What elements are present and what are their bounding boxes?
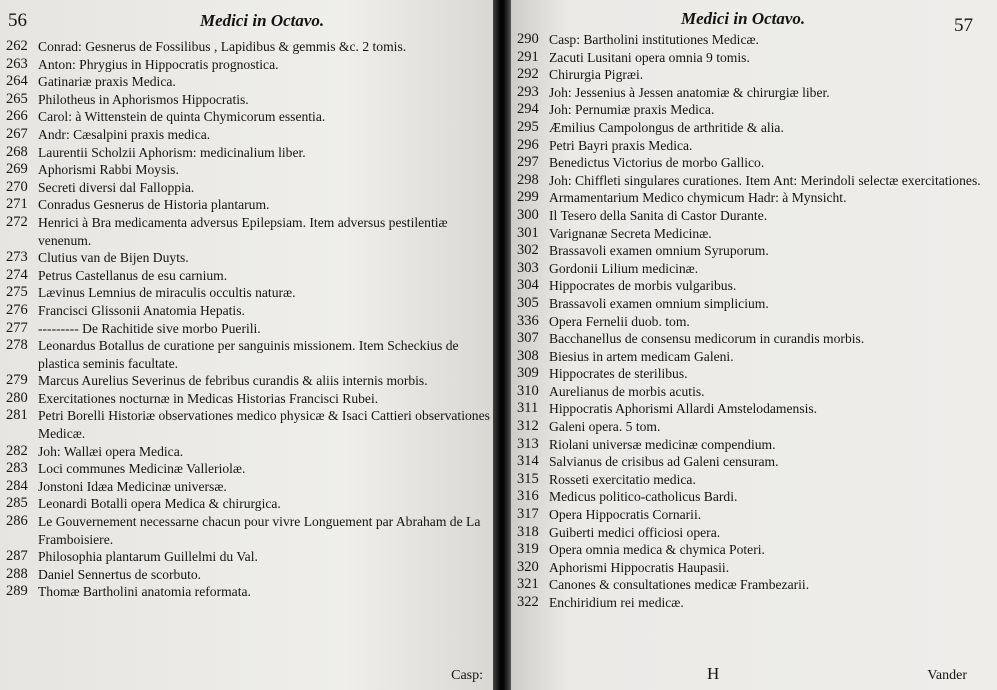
catalog-entry: [517, 418, 993, 436]
entry-title: Clutius van de Bijen Duyts.: [38, 250, 189, 266]
catalog-entry: [517, 594, 993, 612]
catalog-entry: [517, 31, 993, 49]
entry-title: Enchiridium rei medicæ.: [549, 595, 684, 610]
catalog-entry: [6, 196, 490, 214]
entry-title: Aurelianus de morbis acutis.: [549, 383, 705, 399]
catalog-entry: [517, 436, 993, 454]
catalog-entry: [6, 214, 490, 249]
catalog-entry: [517, 225, 993, 243]
entry-title: Joh: Chiffleti singulares curationes. Item Ant: Merindoli selectæ exercitationes.: [549, 172, 981, 188]
page-number-left: 56: [8, 10, 27, 31]
entry-title: Petrus Castellanus de esu carnium.: [38, 267, 228, 283]
entry-title: Chirurgia Pigræi.: [549, 67, 644, 83]
entry-title: Hippocratis Aphorismi Allardi Amstelodamensis.: [549, 401, 818, 417]
entry-title: Exercitationes nocturnæ in Medicas Historias Francisci Rubei.: [38, 390, 379, 406]
entry-number: 311: [517, 400, 539, 417]
catalog-entry: [517, 101, 993, 119]
entry-title: Brassavoli examen omnium Syruporum.: [549, 243, 769, 259]
entry-title: Thomæ Bartholini anatomia reformata.: [38, 584, 251, 600]
catalog-entry: [6, 478, 490, 496]
catalog-entry: [517, 119, 993, 137]
catalog-entry: [6, 583, 490, 601]
catalog-entry: [517, 471, 993, 489]
entry-number: 300: [517, 206, 539, 223]
entry-title: Francisci Glissonii Anatomia Hepatis.: [38, 302, 245, 318]
catalog-entry: [517, 172, 993, 190]
entry-title: Philosophia plantarum Guillelmi du Val.: [38, 549, 258, 565]
entry-number: 336: [517, 312, 539, 329]
catalog-entry: [517, 154, 993, 172]
entry-number: 291: [517, 48, 539, 65]
catalog-entry: [6, 144, 490, 162]
catalog-entry: [6, 495, 490, 513]
entry-title: Guiberti medici officiosi opera.: [549, 524, 721, 540]
entry-title: Conradus Gesnerus de Historia plantarum.: [38, 197, 270, 213]
entry-title: Zacuti Lusitani opera omnia 9 tomis.: [549, 49, 750, 65]
entry-title: Brassavoli examen omnium simplicium.: [549, 295, 769, 311]
catalog-entry: [517, 383, 993, 401]
entry-number: 309: [517, 365, 539, 382]
catalog-entry: [6, 91, 490, 109]
entry-number: 269: [6, 161, 28, 178]
entry-number: 294: [517, 101, 539, 118]
entry-number: 303: [517, 259, 539, 276]
entry-number: 299: [517, 189, 539, 206]
catalog-entry: [517, 277, 993, 295]
entry-title: Varignanæ Secreta Medicinæ.: [549, 225, 712, 241]
entry-number: 295: [517, 118, 539, 135]
entry-number: 268: [6, 143, 28, 160]
entry-title: Andr: Cæsalpini praxis medica.: [38, 126, 211, 142]
entry-title: Riolani universæ medicinæ compendium.: [549, 436, 776, 452]
entry-number: 308: [517, 347, 539, 364]
entry-number: 320: [517, 558, 539, 575]
entry-number: 279: [6, 372, 28, 389]
entry-number: 288: [6, 565, 28, 582]
entry-title: Rosseti exercitatio medica.: [549, 471, 696, 487]
left-page: [0, 0, 493, 690]
entry-title: Le Gouvernement necessarne chacun pour vivre Longuement par Abraham de La Framboisiere.: [38, 514, 481, 547]
entry-number: 271: [6, 196, 28, 213]
entry-number: 281: [6, 407, 28, 424]
entry-number: 285: [6, 495, 28, 512]
entry-title: Gatinariæ praxis Medica.: [38, 74, 176, 90]
entry-title: Daniel Sennertus de scorbuto.: [38, 566, 202, 582]
entry-number: 277: [6, 319, 28, 336]
running-head-left: Medici in Octavo.: [200, 11, 325, 30]
catalog-entry: [6, 161, 490, 179]
entry-number: 274: [6, 266, 28, 283]
catalog-entry: [6, 249, 490, 267]
entry-number: 297: [517, 154, 539, 171]
entry-number: 278: [6, 337, 28, 354]
catalog-entry: [6, 390, 490, 408]
entry-number: 296: [517, 136, 539, 153]
entry-number: 314: [517, 453, 539, 470]
entry-number: 265: [6, 90, 28, 107]
page-number-right: 57: [954, 15, 973, 36]
catalog-entry: [6, 566, 490, 584]
entry-title: Joh: Pernumiæ praxis Medica.: [549, 102, 715, 118]
entry-number: 312: [517, 418, 539, 435]
catalog-entry: [6, 267, 490, 285]
entry-number: 276: [6, 301, 28, 318]
catalog-entry: [517, 400, 993, 418]
entry-number: 310: [517, 382, 539, 399]
entry-title: Joh: Wallæi opera Medica.: [38, 443, 184, 459]
entry-number: 298: [517, 171, 539, 188]
entry-title: Biesius in artem medicam Galeni.: [549, 348, 734, 364]
entry-title: Medicus politico-catholicus Bardi.: [549, 489, 738, 505]
entry-number: 315: [517, 470, 539, 487]
entry-title: Benedictus Victorius de morbo Gallico.: [549, 155, 765, 171]
book-gutter: [493, 0, 511, 690]
entry-title: Carol: à Wittenstein de quinta Chymicorum essentia.: [38, 109, 326, 125]
catalog-entry: [517, 453, 993, 471]
entry-list-right: [517, 31, 993, 612]
entry-title: Aphorismi Hippocratis Haupasii.: [549, 559, 730, 575]
catalog-entry: [6, 73, 490, 91]
right-page: [511, 0, 997, 690]
entry-title: Gordonii Lilium medicinæ.: [549, 260, 699, 276]
catalog-entry: [517, 541, 993, 559]
entry-number: 264: [6, 73, 28, 90]
catalog-entry: [517, 49, 993, 67]
entry-title: Henrici à Bra medicamenta adversus Epilepsiam. Item adversus pestilentiæ venenum.: [38, 214, 448, 248]
catalog-entry: [517, 488, 993, 506]
catchword-left: Casp:: [451, 668, 483, 683]
entry-title: Casp: Bartholini institutiones Medicæ.: [549, 32, 759, 47]
entry-title: Leonardi Botalli opera Medica & chirurgica.: [38, 496, 281, 512]
catalog-entry: [517, 348, 993, 366]
signature-mark: H: [707, 664, 720, 683]
catalog-entry: [6, 460, 490, 478]
catchword-right: Vander: [927, 668, 967, 683]
entry-title: Philotheus in Aphorismos Hippocratis.: [38, 91, 249, 107]
catalog-entry: [6, 372, 490, 390]
entry-number: 319: [517, 541, 539, 558]
entry-number: 305: [517, 294, 539, 311]
entry-number: 322: [517, 594, 539, 610]
catalog-entry: [517, 189, 993, 207]
entry-title: Armamentarium Medico chymicum Hadr: à Mynsicht.: [549, 190, 847, 206]
entry-number: 318: [517, 523, 539, 540]
entry-number: 280: [6, 389, 28, 406]
entry-title: Jonstoni Idæa Medicinæ universæ.: [38, 478, 227, 494]
entry-title: --------- De Rachitide sive morbo Puerili.: [38, 320, 261, 336]
catalog-entry: [6, 284, 490, 302]
catalog-entry: [517, 242, 993, 260]
catalog-entry: [6, 443, 490, 461]
entry-title: Petri Bayri praxis Medica.: [549, 137, 693, 153]
entry-number: 316: [517, 488, 539, 505]
entry-title: Hippocrates de morbis vulgaribus.: [549, 278, 737, 294]
entry-title: Il Tesero della Sanita di Castor Durante.: [549, 207, 768, 223]
entry-number: 321: [517, 576, 539, 593]
entry-title: Bacchanellus de consensu medicorum in curandis morbis.: [549, 331, 865, 347]
entry-title: Laurentii Scholzii Aphorism: medicinalium liber.: [38, 144, 306, 160]
entry-number: 287: [6, 548, 28, 565]
catalog-entry: [517, 313, 993, 331]
entry-number: 286: [6, 513, 28, 530]
entry-title: Joh: Jessenius à Jessen anatomiæ & chirurgiæ liber.: [549, 84, 830, 100]
catalog-entry: [6, 126, 490, 144]
entry-title: Æmilius Campolongus de arthritide & alia.: [549, 119, 784, 135]
catalog-entry: [517, 137, 993, 155]
entry-number: 267: [6, 125, 28, 142]
entry-title: Leonardus Botallus de curatione per sanguinis missionem. Item Scheckius de plastica seminis facultate.: [38, 338, 459, 371]
catalog-entry: [6, 302, 490, 320]
catalog-entry: [517, 506, 993, 524]
entry-number: 290: [517, 31, 539, 47]
entry-number: 266: [6, 108, 28, 125]
catalog-entry: [517, 84, 993, 102]
entry-title: Marcus Aurelius Severinus de febribus curandis & aliis internis morbis.: [38, 373, 428, 389]
entry-number: 304: [517, 277, 539, 294]
entry-title: Loci communes Medicinæ Valleriolæ.: [38, 461, 246, 477]
catalog-entry: [6, 320, 490, 338]
catalog-entry: [517, 260, 993, 278]
catalog-entry: [6, 179, 490, 197]
entry-title: Canones & consultationes medicæ Frambezarii.: [549, 577, 810, 593]
entry-number: 272: [6, 213, 28, 230]
catalog-entry: [6, 407, 490, 442]
entry-number: 262: [6, 38, 28, 54]
entry-title: Opera omnia medica & chymica Poteri.: [549, 542, 765, 558]
entry-number: 284: [6, 477, 28, 494]
entry-title: Salvianus de crisibus ad Galeni censuram.: [549, 454, 779, 470]
entry-number: 273: [6, 249, 28, 266]
catalog-entry: [6, 56, 490, 74]
entry-number: 263: [6, 55, 28, 72]
catalog-entry: [517, 576, 993, 594]
entry-number: 302: [517, 242, 539, 259]
catalog-entry: [517, 365, 993, 383]
entry-title: Opera Hippocratis Cornarii.: [549, 507, 702, 523]
entry-title: Hippocrates de sterilibus.: [549, 366, 688, 382]
entry-number: 292: [517, 66, 539, 83]
entry-title: Conrad: Gesnerus de Fossilibus , Lapidibus & gemmis &c. 2 tomis.: [38, 39, 407, 54]
entry-number: 282: [6, 442, 28, 459]
catalog-entry: [6, 38, 490, 56]
catalog-entry: [6, 108, 490, 126]
catalog-entry: [6, 337, 490, 372]
catalog-entry: [6, 548, 490, 566]
catalog-entry: [517, 207, 993, 225]
entry-number: 293: [517, 83, 539, 100]
entry-title: Petri Borelli Historiæ observationes medico physicæ & Isaci Cattieri observationes Medicæ.: [38, 408, 490, 442]
catalog-entry: [517, 330, 993, 348]
entry-title: Anton: Phrygius in Hippocratis prognostica.: [38, 56, 279, 72]
entry-title: Secreti diversi dal Falloppia.: [38, 179, 195, 195]
entry-number: 289: [6, 583, 28, 600]
catalog-entry: [517, 295, 993, 313]
running-head-right: Medici in Octavo.: [681, 9, 806, 28]
entry-number: 313: [517, 435, 539, 452]
catalog-entry: [517, 524, 993, 542]
entry-number: 317: [517, 506, 539, 523]
catalog-entry: [517, 559, 993, 577]
entry-title: Lævinus Lemnius de miraculis occultis naturæ.: [38, 285, 296, 301]
entry-number: 270: [6, 178, 28, 195]
entry-title: Galeni opera. 5 tom.: [549, 419, 661, 435]
entry-number: 307: [517, 330, 539, 347]
entry-list-left: [6, 38, 490, 601]
entry-number: 283: [6, 460, 28, 477]
entry-title: Opera Fernelii duob. tom.: [549, 313, 690, 329]
catalog-entry: [517, 66, 993, 84]
entry-title: Aphorismi Rabbi Moysis.: [38, 162, 179, 178]
entry-number: 301: [517, 224, 539, 241]
entry-number: 275: [6, 284, 28, 301]
catalog-entry: [6, 513, 490, 548]
